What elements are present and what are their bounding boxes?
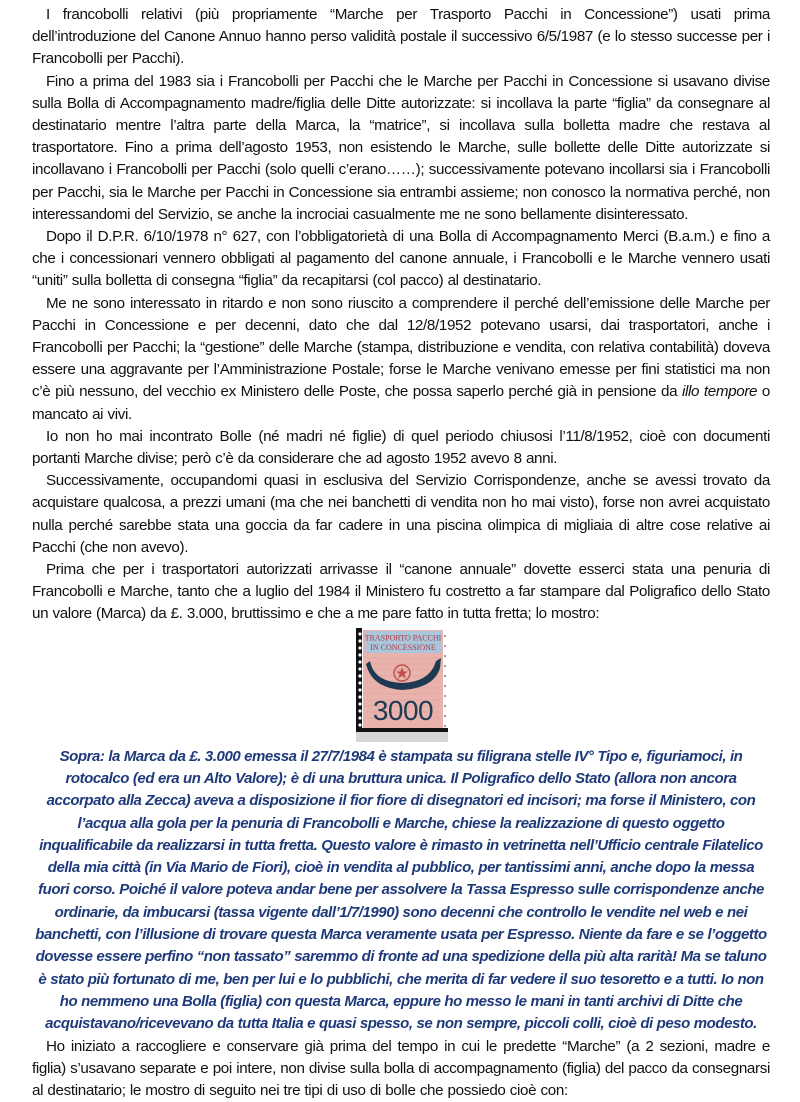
stamp-image-3000	[356, 628, 448, 742]
document-page	[32, 4, 770, 1102]
stamp-left-edge	[356, 628, 362, 732]
stamp-caption: Sopra: la Marca da £. 3.000 emessa il 27/7/1984 è stampata su filigrana stelle IV° Tipo e, figuriamoci, in rotocalco (ed era un Alto Valore); è di una bruttura unica. Il Poligrafico dello Stato (allora non ancora accorpato alla Zecca) aveva a disposizione il fior fiore di disegnatori ed incisori; ma forse il Ministero, con l’acqua alla gola per la penuria di Francobolli e Marche, chiese la realizzazione di questo oggetto inqualificabile da realizzarsi in tutta fretta. Questo valore è rimasto in vetrinetta nell’Ufficio centrale Filatelico della mia città (in Via Mario de Fiori), cioè in vendita al pubblico, per tantissimi anni, anche dopo la messa fuori corso. Poiché il valore poteva andar bene per assolvere la Tassa Espresso sulle corrispondenze anche ordinarie, da imbucarsi (tassa vigente dall’1/7/1990) sono decenni che controllo le vendite nel web e nei banchetti, con l’illusione di trovare questa Marca veramente usata per Espresso. Niente da fare e se l’oggetto dovesse essere perfino “non tassato” saremmo di fronte ad una spedizione della più alta rarità! Ma se taluno è stato più fortunato di me, ben per lui e lo pubblichi, che merita di far vedere il suo tesoretto e a tutti. Io non ho nemmeno una Bolla (figlia) con questa Marca, eppure ho messo le mani in tanti archivi di Ditte che acquistavano/ricevevano da tutta Italia e quasi spesso, se non sempre, piccoli colli, cioè di peso modesto.	[35, 747, 767, 1033]
paragraph-corrispondenze: Successivamente, occupandomi quasi in esclusiva del Servizio Corrispondenze, anche se avessi trovato da acquistare qualcosa, a prezzi umani (ma che nei banchetti di vendita non ho mai visto), forse non avrei acquistato nulla perché sarebbe stata una goccia da far cadere in una piscina olimpica di migliaia di altre cose relative ai Pacchi (che non avevo).	[32, 472, 770, 556]
paragraph-interest-text: Me ne sono interessato in ritardo e non sono riuscito a comprendere il perché dell’emissione delle Marche per Pacchi in Concessione e per decenni, dato che dal 12/8/1952 potevano usarsi, dai trasportatori, anche i Francobolli per Pacchi; la “gestione” delle Marche (stampa, distribuzione e vendita, con relativa contabilità) doveva essere una aggravante per l’Amministrazione Postale; forse le Marche venivano emesse per fini statistici ma non c’è più nessuno, del vecchio ex Ministero delle Poste, che possa saperlo perché già in pensione da	[32, 294, 770, 401]
paragraph-dpr-1978: Dopo il D.P.R. 6/10/1978 n° 627, con l’obbligatorietà di una Bolla di Accompagnamento Merci (B.a.m.) e fino a che i concessionari vennero obbligati al pagamento del canone annuale, i Francobolli e le Marche vennero usati “uniti” sulla bolletta di consegna “figlia” da recapitarsi (col pacco) al destinatario.	[32, 228, 770, 290]
paragraph-interest-end: o mancato ai vivi.	[32, 383, 770, 423]
stamp-figure	[32, 626, 770, 746]
paragraph-collection: Ho iniziato a raccogliere e conservare già prima del tempo in cui le predette “Marche” (a 2 sezioni, madre e figlia) s’usavano separate e poi intere, non divise sulla bolla di accompagnamento (figlia) del pacco da consegnarsi al destinatario; le mostro di seguito nei tre tipi di uso di bolle che possiedo cioè con:	[32, 1037, 770, 1099]
stamp-value: 3000	[372, 694, 434, 726]
paragraph-bolle-1952: Io non ho mai incontrato Bolle (né madri né figlie) di quel periodo chiusosi l’11/8/1952, cioè con documenti portanti Marche divise; però c’è da considerare che ad agosto 1952 avevo 8 anni.	[32, 427, 770, 468]
paragraph-validity: I francobolli relativi (più propriamente “Marche per Trasporto Pacchi in Concessione”) usati prima dell’introduzione del Canone Annuo hanno perso validità postale il successivo 6/5/1987 (e lo stesso successe per i Francobolli per Pacchi).	[32, 6, 770, 68]
stamp-bottom-strip	[356, 732, 448, 742]
paragraph-before-1983: Fino a prima del 1983 sia i Francobolli per Pacchi che le Marche per Pacchi in Concessione si usavano divise sulla Bolla di Accompagnamento madre/figlia delle Ditte autorizzate: si incollava la parte “figlia” da consegnare al destinatario mentre l’altra parte della Marca, la “matrice”, si incollava sulla bolletta madre che restava al trasportatore. Fino a prima dell’agosto 1953, non esistendo le Marche, sulle bollette delle Ditte autorizzate si incollavano i Francobolli per Pacchi (solo quelli c’erano……); successivamente potevano incollarsi sia i Francobolli per Pacchi, sia le Marche per Pacchi in Concessione sia entrambi assieme; non conosco la normativa perché, non interessandomi del Servizio, se anche la incrociai casualmente me ne sono bellamente disinteressato.	[32, 72, 770, 223]
stamp-right-perforations	[444, 635, 446, 727]
stamp-text-line1: TRASPORTO PACCHI	[364, 633, 442, 643]
paragraph-interest	[32, 293, 770, 426]
illo-tempore-italic: illo tempore	[681, 383, 758, 401]
paragraph-canone: Prima che per i trasportatori autorizzati arrivasse il “canone annuale” dovette esserci stata una penuria di Francobolli e Marche, tanto che a luglio del 1984 il Ministero fu costretto a far stampare dal Poligrafico dello Stato un valore (Marca) da £. 3.000, bruttissimo e che a me pare fatto in tutta fretta; lo mostro:	[32, 561, 770, 623]
stamp-svg	[356, 628, 448, 742]
stamp-bottom-edge	[356, 728, 448, 732]
stamp-text-line2: IN CONCESSIONE	[370, 642, 436, 652]
